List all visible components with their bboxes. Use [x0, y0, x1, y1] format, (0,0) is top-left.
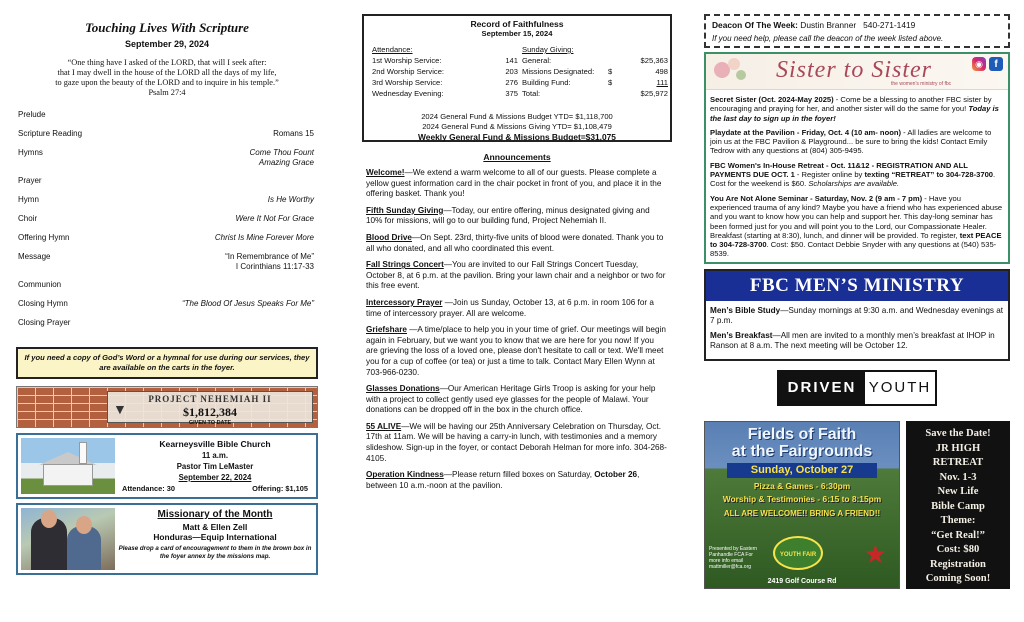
missionary-box [16, 503, 318, 575]
order-row: Offering Hymn Christ Is Mine Forever More [18, 233, 314, 242]
announcement-item: Griefshare —A time/place to help you in your time of grief. Our meetings will begin again in February, but we want you to know that we are here for you now! If you are grieving the loss of a loved one, please don't hesitate to call or text. We'll meet you for a cup of coffee (or tea) or just a time to talk. Contact Mary Ellen Wynn at 703-966-0230. [366, 325, 666, 377]
leaf-icon [736, 70, 746, 80]
order-row: Message “In Remembrance of Me” I Corinthians 11:17-33 [18, 252, 314, 271]
youth-fair-badge: YOUTH FAIR [773, 536, 823, 570]
fields-of-faith-flyer: Fields of Faith at the Fairgrounds Sunday, October 27 Pizza & Games - 6:30pm Worship & Testimonies - 6:15 to 8:15pm ALL ARE WELCOME!! BRING A FRIEND!! Presented by Eastern Panhandle FCA For more info email mattmiller@fca.org YOUTH FAIR ★ 2419 Golf Course Rd [704, 421, 900, 589]
page-title: Touching Lives With Scripture [85, 20, 249, 35]
project-title: PROJECT NEHEMIAH II [148, 394, 272, 404]
announcements-column [362, 14, 672, 491]
attendance-row: Wednesday Evening: 375 [372, 89, 518, 98]
giving-row: Missions Designated: $ 498 [522, 67, 668, 76]
order-row: Communion [18, 280, 62, 289]
order-of-worship-column [16, 14, 318, 575]
mens-bible-study: Men’s Bible Study—Sunday mornings at 9:30 a.m. and Wednesday evenings at 7 p.m. [710, 306, 1004, 325]
giving-list: Sunday Giving: General: $25,363 Missions Designated: $ 498 Building Fund: $ 111 Total: $25,972 [522, 45, 668, 98]
fair-presented-by: Presented by Eastern Panhandle FCA For more info email mattmiller@fca.org [709, 546, 758, 570]
order-of-worship [16, 110, 318, 337]
driven-youth-logo: DRIVEN YOUTH [777, 370, 937, 406]
arrow-down-icon: ▼ [113, 401, 127, 417]
sister-banner-title: Sister to Sister [776, 57, 933, 83]
deacon-of-week: Deacon Of The Week: Dustin Branner 540-271-1419 If you need help, please call the deacon of the week listed above. [704, 14, 1010, 48]
announcement-item: Glasses Donations—Our American Heritage Girls Troop is asking for your help with a project to collect gently used eye glasses for the people of Malawi. Your donations can be dropped off in the box in the church office. [366, 384, 656, 415]
bible-church-info: Kearneysville Bible Church 11 a.m. Pastor Tim LeMaster September 22, 2024 Attendance: 30 Offering: $1,105 [122, 439, 308, 493]
missionary-photo [21, 508, 115, 570]
announcements-title: Announcements [483, 152, 551, 162]
order-row: Hymns Come Thou Fount Amazing Grace [18, 148, 314, 167]
announcement-item: Fifth Sunday Giving—Today, our entire offering, minus designated giving and 10% for missions, will go to our building fund, Project Nehemiah II. [366, 205, 650, 226]
order-row: Closing Prayer [18, 318, 71, 327]
mens-breakfast: Men’s Breakfast—All men are invited to a monthly men’s breakfast at IHOP in Ranson at 8 a.m. The next meeting will be October 12. [710, 331, 995, 350]
sister-banner [706, 54, 1008, 90]
project-panel [107, 391, 313, 426]
project-nehemiah-banner [16, 386, 318, 428]
project-given-label: GIVEN TO DATE [188, 420, 232, 426]
flower-icon [728, 58, 740, 70]
weekly-budget: Weekly General Fund & Missions Budget=$31,075 [418, 132, 616, 142]
mens-ministry-banner: FBC MEN’S MINISTRY [706, 271, 1008, 301]
bible-hymnal-note: If you need a copy of God’s Word or a hymnal for use during our services, they are available on the carts in the foyer. [16, 347, 318, 379]
order-row: Scripture Reading Romans 15 [18, 129, 314, 138]
record-of-faithfulness: Record of Faithfulness September 15, 2024 Attendance: 1st Worship Service: 141 2nd Worship Service: 203 3rd Worship Service: 276 Wednesday Evening: 375 Sunday Giving: General: $25,363 Missions Designated: $ 498 Building Fund: $ 111 Total: $25,972 2024 General Fund & Missions Budget YTD= $1,118,700 2024 General Fund & Missions Giving YTD= $1,108,479 Weekly General Fund & Missions Budget=$31,075 [362, 14, 672, 142]
announcement-item: Blood Drive—On Sept. 23rd, thirty-five units of blood were donated. Thank you to all who donated, and all who coordinated this event. [366, 232, 664, 253]
bible-church-box [16, 433, 318, 499]
instagram-icon[interactable]: ◉ [972, 57, 986, 71]
sister-banner-tagline: the women's ministry of fbc [891, 81, 952, 87]
order-row: Closing Hymn “The Blood Of Jesus Speaks For Me” [18, 299, 314, 308]
facebook-icon[interactable]: f [989, 57, 1003, 71]
budget-lines: 2024 General Fund & Missions Budget YTD= $1,118,700 2024 General Fund & Missions Giving YTD= $1,108,479 [421, 112, 613, 131]
announcement-item: Fall Strings Concert—You are invited to our Fall Strings Concert Tuesday, October 8, at 6 p.m. at the pavilion. Bring your lawn chair and a neighbor or two for this free event. [366, 260, 666, 291]
attendance-row: 1st Worship Service: 141 [372, 56, 518, 65]
missionary-org: Honduras—Equip International [153, 532, 277, 542]
giving-row: General: $25,363 [522, 56, 668, 65]
ministries-column [704, 14, 1010, 585]
order-row: Prayer [18, 176, 42, 185]
secret-sister-item: Secret Sister (Oct. 2024-May 2025) - Come be a blessing to another FBC sister by encouraging and praying for her, and another sister will do the same for you! Today is the last day to sign up in the foyer! [710, 95, 999, 123]
fair-date: Sunday, October 27 [727, 463, 877, 478]
church-photo [21, 438, 115, 494]
giving-row: Building Fund: $ 111 [522, 78, 668, 87]
seminar-item: You Are Not Alone Seminar - Saturday, Nov. 2 (9 am - 7 pm) - Have you experienced trauma of any kind? Maybe you have a friend who has experienced abuse and you want to know how you can help and support her. This day-long seminar has been formed just for you and will point you to the Lord, our Compassionate Healer. Breakfast (starting at 8:30), lunch, and dinner will be provided. To register, text PEACE to 304-728-3700. Cost: $50. Contact Debbie Snyder with any questions at (540) 535-8539. [710, 193, 1003, 259]
missionary-note: Please drop a card of encouragement to them in the brown box in the foyer annex by the missions map. [118, 545, 312, 560]
mens-ministry-box [704, 269, 1010, 361]
announcement-item: Intercessory Prayer —Join us Sunday, October 13, at 6 p.m. in room 106 for a time of intercessory prayer. All are welcome. [366, 297, 654, 318]
fca-star-icon: ★ [863, 539, 887, 569]
missionary-names: Matt & Ellen Zell [182, 522, 248, 532]
retreat-item: FBC Women's In-House Retreat - Oct. 11&12 - REGISTRATION AND ALL PAYMENTS DUE OCT. 1 - Register online by texting “RETREAT” to 304-728-3700. Cost for the weekend is $60. Scholarships are available. [710, 160, 996, 189]
verse-reference: Psalm 27:4 [148, 88, 186, 97]
order-row: Hymn Is He Worthy [18, 195, 314, 204]
announcement-item: Welcome!—We extend a warm welcome to all of our guests. Please complete a yellow guest information card in the chair pocket in front of you, and place it in the offering basket. Thank you! [366, 168, 662, 199]
scripture-verse: “One thing have I asked of the LORD, that will I seek after: that I may dwell in the house of the LORD all the days of my life, to gaze upon the beauty of the LORD and to inquire in his temple.” [55, 58, 279, 87]
announcement-item: 55 ALIVE—We will be having our 25th Anniversary Celebration on Thursday, Oct. 17th at 11am. We will be having a carry-in lunch, with testimonies and a memory slideshow. Sign-up in the foyer, or contact Deborah Helman for more info. 304-268-4105. [366, 421, 667, 463]
giving-row: Total: $25,972 [522, 89, 668, 98]
order-row: Prelude [18, 110, 46, 119]
order-row: Choir Were It Not For Grace [18, 214, 314, 223]
fair-address: 2419 Golf Course Rd [767, 578, 837, 585]
attendance-row: 2nd Worship Service: 203 [372, 67, 518, 76]
service-date: September 29, 2024 [124, 39, 210, 49]
missionary-title: Missionary of the Month [157, 509, 273, 520]
jr-high-retreat-flyer: Save the Date! JR HIGH RETREAT Nov. 1-3 New Life Bible Camp Theme: “Get Real!” Cost: $80 Registration Coming Soon! [906, 421, 1010, 589]
fair-title: Fields of Faith at the Fairgrounds [731, 426, 873, 460]
project-amount: $1,812,384 [183, 405, 237, 419]
playdate-item: Playdate at the Pavilion - Friday, Oct. 4 (10 am- noon) - All ladies are welcome to join us at the FBC Pavilion & Playground... be sure to bring the kids! Contact Emily Tedrow with any questions at (804) 305-9495. [710, 127, 992, 156]
announcement-item: Operation Kindness—Please return filled boxes on Saturday, October 26, between 10 a.m.-noon at the pavilion. [366, 470, 640, 490]
attendance-row: 3rd Worship Service: 276 [372, 78, 518, 87]
attendance-list: Attendance: 1st Worship Service: 141 2nd Worship Service: 203 3rd Worship Service: 276 Wednesday Evening: 375 [372, 45, 518, 98]
sister-to-sister-box [704, 52, 1010, 264]
